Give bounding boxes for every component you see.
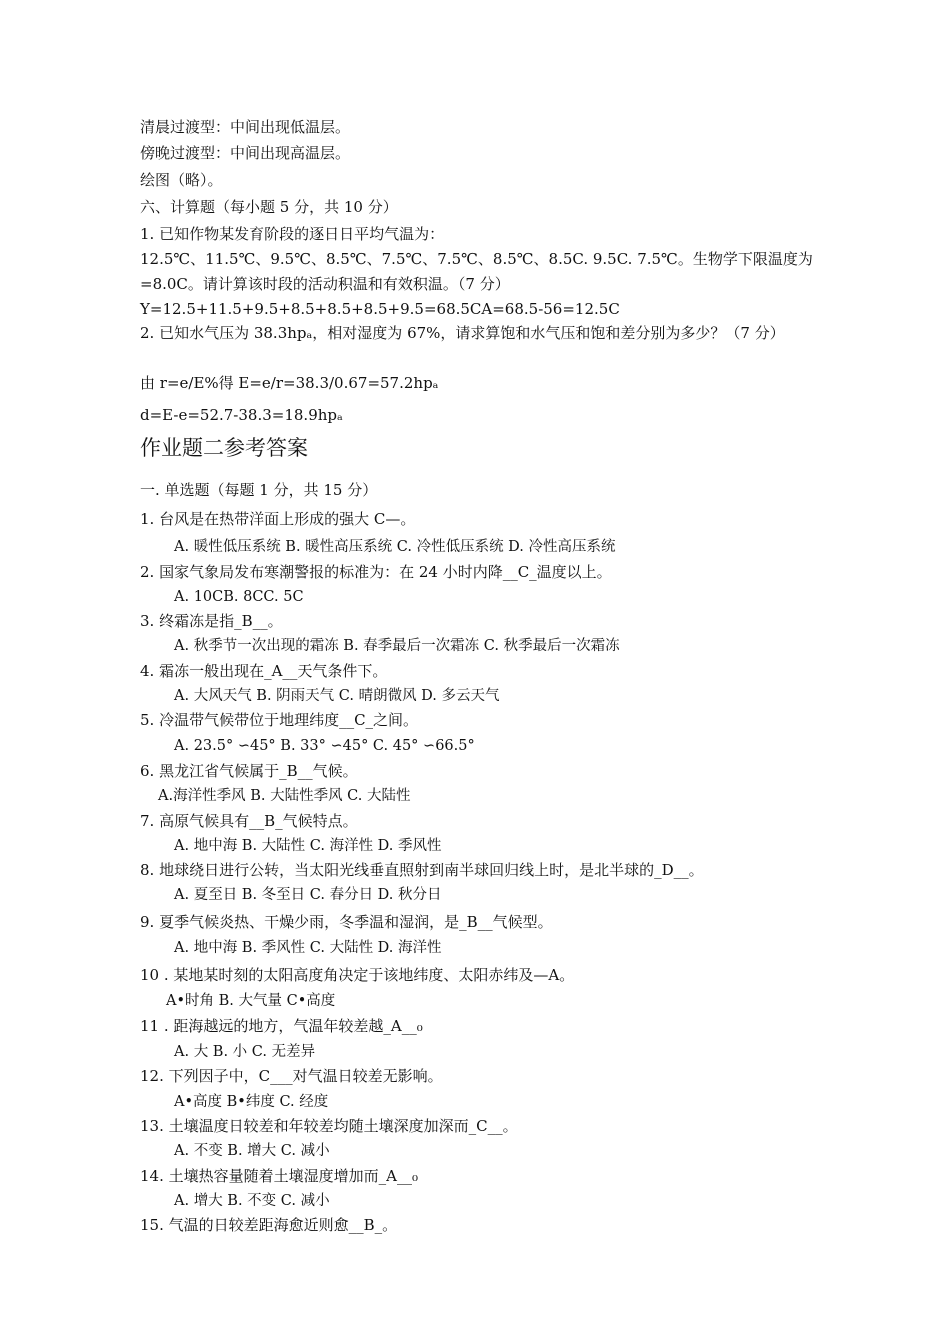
question-2-options: A. 10CB. 8CC. 5C xyxy=(174,589,304,605)
calc-question-1: 1. 已知作物某发育阶段的逐日日平均气温为： xyxy=(140,225,445,243)
question-4: 4. 霜冻一般出现在_A__天气条件下。 xyxy=(140,662,388,680)
question-13-options: A. 不变 B. 增大 C. 减小 xyxy=(174,1143,330,1159)
question-11-options: A. 大 B. 小 C. 无差异 xyxy=(174,1044,316,1060)
calc-question-1-data: 12.5℃、11.5℃、9.5℃、8.5℃、7.5℃、7.5℃、8.5℃、8.5C. 9.5C. 7.5℃。生物学下限温度为 xyxy=(140,250,813,268)
question-3: 3. 终霜冻是指_B__。 xyxy=(140,612,283,630)
question-6-options: A.海洋性季风 B. 大陆性季风 C. 大陆性 xyxy=(158,788,411,804)
intro-line-2: 傍晚过渡型：中间出现高温层。 xyxy=(140,144,351,162)
question-15: 15. 气温的日较差距海愈近则愈__B_。 xyxy=(140,1216,398,1234)
question-6: 6. 黑龙江省气候属于_B__气候。 xyxy=(140,762,358,780)
calc-answer-1: Y=12.5+11.5+9.5+8.5+8.5+8.5+9.5=68.5CA=68.5-56=12.5C xyxy=(140,300,620,318)
question-10-options: A•时角 B. 大气量 C•高度 xyxy=(166,993,336,1009)
calc-section-title: 六、计算题（每小题 5 分，共 10 分） xyxy=(140,198,398,216)
calc-question-2: 2. 已知水气压为 38.3hpₐ，相对湿度为 67%，请求算饱和水气压和饱和差分别为多少？（7 分） xyxy=(140,324,785,342)
question-13: 13. 土壤温度日较差和年较差均随土壤深度加深而_C__。 xyxy=(140,1117,518,1135)
calc-answer-2-line-1: 由 r=e/E%得 E=e/r=38.3/0.67=57.2hpₐ xyxy=(140,374,439,392)
question-5-options: A. 23.5° ∽45° B. 33° ∽45° C. 45° ∽66.5° xyxy=(174,738,475,754)
question-12: 12. 下列因子中，C___对气温日较差无影响。 xyxy=(140,1067,443,1085)
question-4-options: A. 大风天气 B. 阴雨天气 C. 晴朗微风 D. 多云天气 xyxy=(174,688,500,704)
question-14: 14. 土壤热容量随着土壤湿度增加而_A__₀ xyxy=(140,1167,418,1185)
question-1: 1. 台风是在热带洋面上形成的强大 C—。 xyxy=(140,510,416,528)
question-14-options: A. 增大 B. 不变 C. 减小 xyxy=(174,1193,330,1209)
question-8: 8. 地球绕日进行公转，当太阳光线垂直照射到南半球回归线上时，是北半球的_D__。 xyxy=(140,861,704,879)
question-10: 10 . 某地某时刻的太阳高度角决定于该地纬度、太阳赤纬及—A。 xyxy=(140,966,575,984)
question-7-options: A. 地中海 B. 大陆性 C. 海洋性 D. 季风性 xyxy=(174,838,442,854)
question-12-options: A•高度 B•纬度 C. 经度 xyxy=(174,1094,329,1110)
question-3-options: A. 秋季节一次出现的霜冻 B. 春季最后一次霜冻 C. 秋季最后一次霜冻 xyxy=(174,638,620,654)
intro-line-1: 清晨过渡型：中间出现低温层。 xyxy=(140,118,351,136)
question-11: 11 . 距海越远的地方，气温年较差越_A__₀ xyxy=(140,1017,423,1035)
question-1-options: A. 暖性低压系统 B. 暖性高压系统 C. 冷性低压系统 D. 冷性高压系统 xyxy=(174,539,616,555)
question-7: 7. 高原气候具有__B_气候特点。 xyxy=(140,812,358,830)
hw2-title: 作业题二参考答案 xyxy=(140,436,308,460)
calc-answer-2-line-2: d=E-e=52.7-38.3=18.9hpₐ xyxy=(140,406,343,424)
question-9-options: A. 地中海 B. 季风性 C. 大陆性 D. 海洋性 xyxy=(174,940,442,956)
question-9: 9. 夏季气候炎热、干燥少雨，冬季温和湿润，是_B__气候型。 xyxy=(140,913,553,931)
calc-question-1-task: =8.0C。请计算该时段的活动积温和有效积温。（7 分） xyxy=(140,275,510,293)
intro-line-3: 绘图（略）。 xyxy=(140,171,223,189)
hw2-section-title: 一. 单选题（每题 1 分，共 15 分） xyxy=(140,481,378,499)
question-2: 2. 国家气象局发布寒潮警报的标准为：在 24 小时内降__C_温度以上。 xyxy=(140,563,612,581)
question-8-options: A. 夏至日 B. 冬至日 C. 春分日 D. 秋分日 xyxy=(174,887,442,903)
question-5: 5. 冷温带气候带位于地理纬度__C_之间。 xyxy=(140,711,419,729)
